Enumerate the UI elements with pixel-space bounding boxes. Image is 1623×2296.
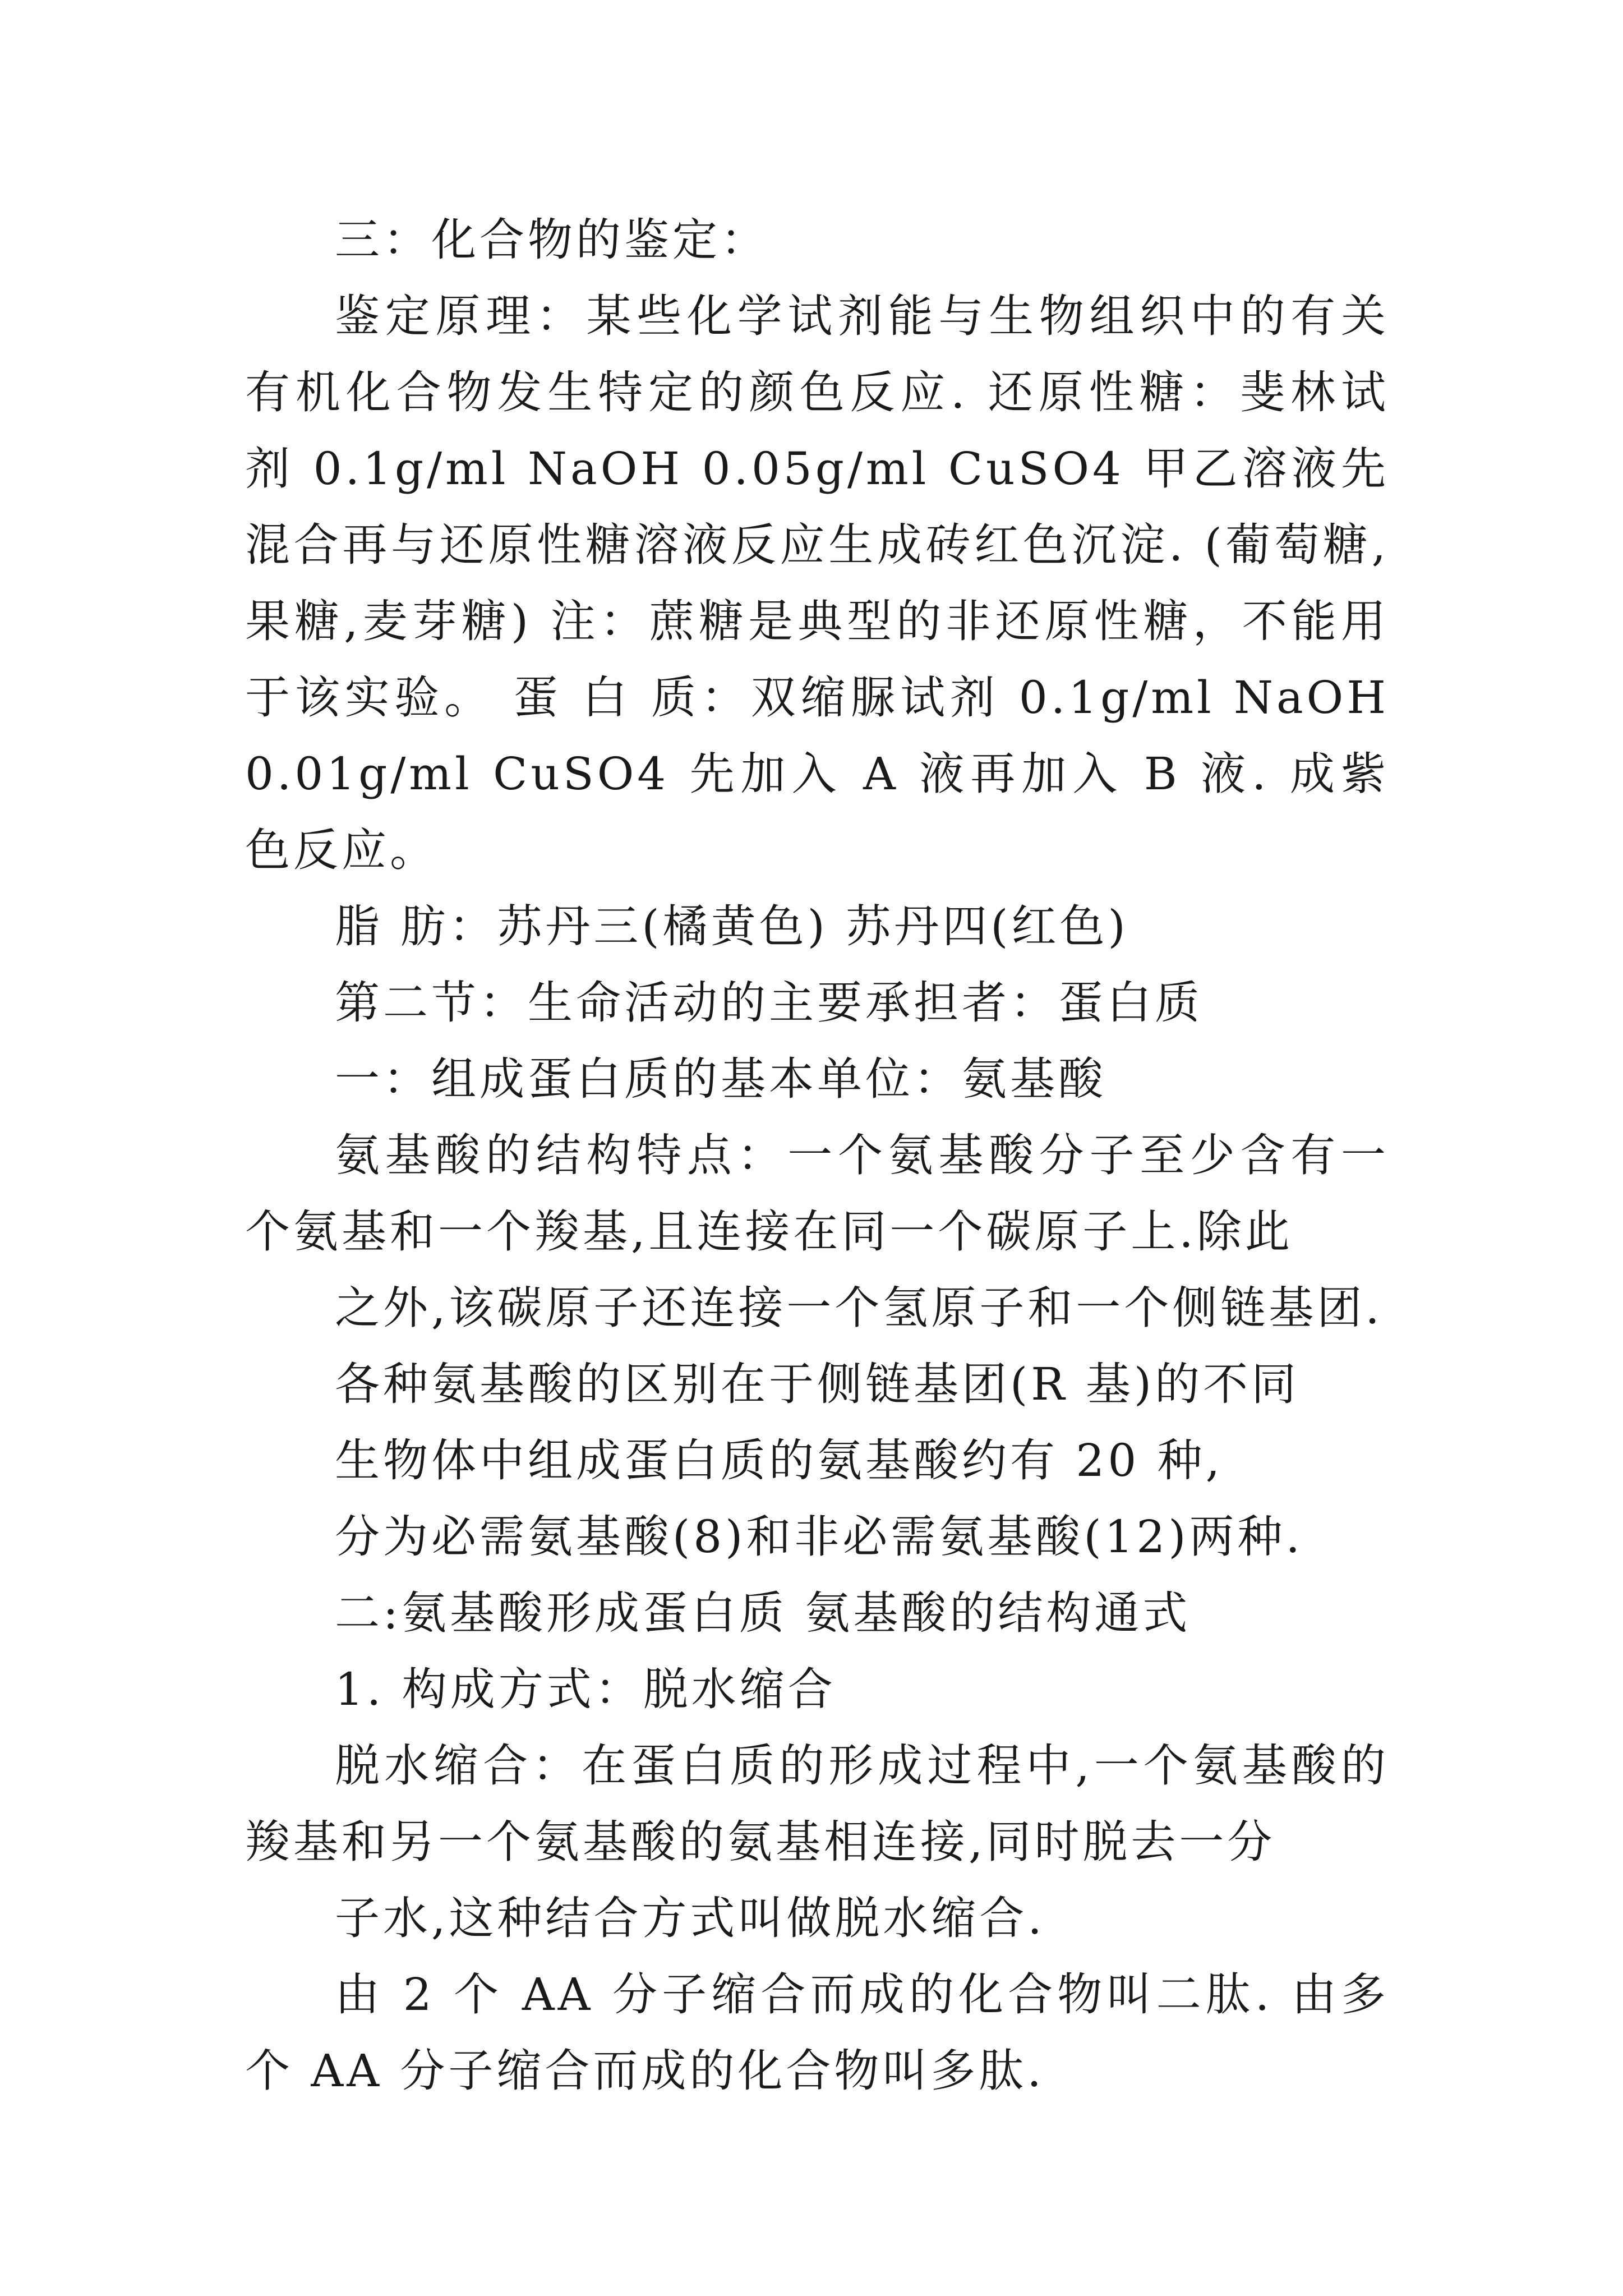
heading-formation-method: 1. 构成方式：脱水缩合 bbox=[335, 1663, 836, 1715]
heading-compound-identification: 三：化合物的鉴定： bbox=[335, 214, 769, 266]
paragraph-carbon-atom: 之外,该碳原子还连接一个氢原子和一个侧链基团. bbox=[335, 1282, 1383, 1334]
paragraph-dehydration-condensation: 脱水缩合：在蛋白质的形成过程中,一个氨基酸的羧基和另一个氨基酸的氨基相连接,同时脱去一分 bbox=[245, 1740, 1389, 1868]
paragraph-water-molecule: 子水,这种结合方式叫做脱水缩合. bbox=[335, 1892, 1045, 1944]
heading-section-two: 第二节：生命活动的主要承担者：蛋白质 bbox=[335, 977, 1203, 1029]
paragraph-side-chain-difference: 各种氨基酸的区别在于侧链基团(R 基)的不同 bbox=[335, 1358, 1300, 1410]
paragraph-dipeptide-polypeptide: 由 2 个 AA 分子缩合而成的化合物叫二肽. 由多个 AA 分子缩合而成的化合物叫多肽. bbox=[245, 1968, 1389, 2097]
paragraph-amino-acid-structure: 氨基酸的结构特点：一个氨基酸分子至少含有一个氨基和一个羧基,且连接在同一个碳原子上.除此 bbox=[245, 1129, 1389, 1258]
heading-basic-unit: 一：组成蛋白质的基本单位：氨基酸 bbox=[335, 1053, 1106, 1105]
paragraph-essential-amino-acids: 分为必需氨基酸(8)和非必需氨基酸(12)两种. bbox=[335, 1511, 1303, 1563]
paragraph-identification-principle: 鉴定原理：某些化学试剂能与生物组织中的有关有机化合物发生特定的颜色反应. 还原性糖：斐林试剂 0.1g/ml NaOH 0.05g/ml CuSO4 甲乙溶液先混合再与还原性糖溶液反应生成砖红色沉淀. (葡萄糖,果糖,麦芽糖) 注：蔗糖是典型的非还原性糖，不能用于该实验。 蛋 白 质：双缩脲试剂 0.1g/ml NaOH 0.01g/ml CuSO4 先加入 A 液再加入 B 液. 成紫色反应。 bbox=[245, 290, 1389, 876]
paragraph-amino-acid-count: 生物体中组成蛋白质的氨基酸约有 20 种, bbox=[335, 1434, 1224, 1487]
document-body bbox=[245, 202, 1389, 2109]
paragraph-fat-test: 脂 肪：苏丹三(橘黄色) 苏丹四(红色) bbox=[335, 900, 1129, 953]
heading-protein-formation: 二:氨基酸形成蛋白质 氨基酸的结构通式 bbox=[335, 1587, 1191, 1639]
